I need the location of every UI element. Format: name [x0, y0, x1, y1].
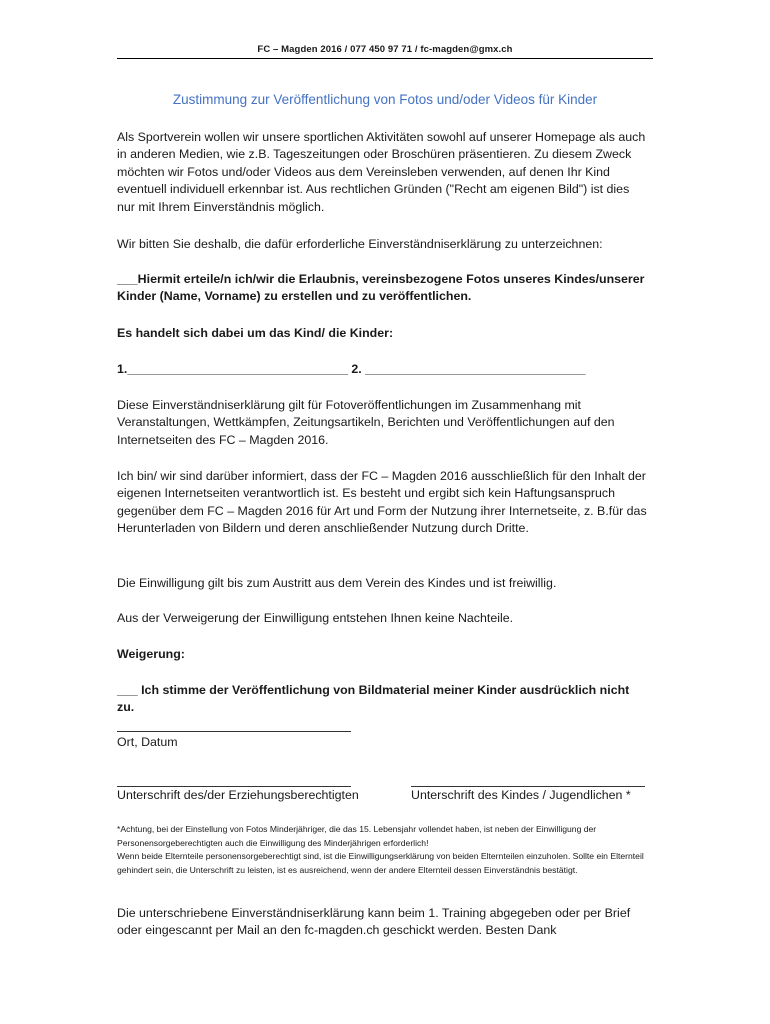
intro-paragraph: Als Sportverein wollen wir unsere sportlichen Aktivitäten sowohl auf unserer Homepage als auch in anderen Medien, wie z.B. Tageszeitungen oder Broschüren präsentieren. Zu diesem Zweck möchten wir Fotos und/oder Videos aus dem Vereinsleben verwenden, auf denen Ihr Kind eventuell individuell erkennbar ist. Aus rechtlichen Gründen ("Recht am eigenen Bild") ist dies nur mit Ihrem Einverständnis möglich. [117, 130, 646, 214]
parent-signature-label: Unterschrift des/der Erziehungsberechtigten [117, 788, 359, 802]
child-signature-label: Unterschrift des Kindes / Jugendlichen * [411, 788, 631, 802]
child-2-line: 2. ________________________________ [351, 362, 586, 376]
closing-paragraph: Die unterschriebene Einverständniserklärung kann beim 1. Training abgegeben oder per Brief oder eingescannt per Mail an den fc-magden.ch geschickt werden. Besten Dank [117, 906, 631, 938]
footnote [117, 823, 647, 877]
liability-paragraph: Ich bin/ wir sind darüber informiert, dass der FC – Magden 2016 ausschließlich für den Inhalt der eigenen Internetseiten verantwortlich ist. Es besteht und ergibt sich kein Haftungsanspruch gegenüber dem FC – Magden 2016 für Art und Form der Nutzung ihrer Internetseite, z. B.für das Herunterladen von Bildern und deren anschließender Nutzung durch Dritte. [117, 469, 647, 536]
consent-statement: ___Hiermit erteile/n ich/wir die Erlaubnis, vereinsbezogene Fotos unseres Kindes/unserer Kinder (Name, Vorname) zu erstellen und zu veröffentlichen. [117, 272, 645, 304]
refusal-statement: ___ Ich stimme der Veröffentlichung von Bildmaterial meiner Kinder ausdrücklich nicht zu. [117, 683, 630, 715]
footnote-line-1: *Achtung, bei der Einstellung von Fotos Minderjähriger, die das 15. Lebensjahr vollendet haben, ist neben der Einwilligung der Personensorgeberechtigten auch die Einwilligung des Minderjährigen erforderlich! [117, 824, 597, 848]
request-paragraph: Wir bitten Sie deshalb, die dafür erforderliche Einverständniserklärung zu unterzeichnen: [117, 237, 603, 251]
refusal-heading: Weigerung: [117, 647, 185, 661]
document-title: Zustimmung zur Veröffentlichung von Fotos und/oder Videos für Kinder [172, 92, 598, 107]
page-header: FC – Magden 2016 / 077 450 97 71 / fc-magden@gmx.ch [117, 44, 653, 59]
validity-paragraph: Die Einwilligung gilt bis zum Austritt aus dem Verein des Kindes und ist freiwillig. [117, 576, 557, 590]
footnote-line-2: Wenn beide Elternteile personensorgeberechtigt sind, ist die Einwilligungserklärung von beiden Elternteilen einzuholen. Sollte ein Elternteil gehindert sein, die Unterschrift zu leisten, ist es ausreichend, wenn der andere Elternteil dessen Einverständnis bestätigt. [117, 851, 644, 875]
child-signature-line [411, 786, 645, 787]
place-date-signature-line [117, 731, 351, 732]
scope-paragraph: Diese Einverständniserklärung gilt für Fotoveröffentlichungen im Zusammenhang mit Veranstaltungen, Wettkämpfen, Zeitungsartikeln, Berichten und Veröffentlichungen auf den Internetseiten des FC – Magden 2016. [117, 398, 615, 447]
place-date-label: Ort, Datum [117, 735, 178, 749]
child-1-line: 1.________________________________ [117, 362, 348, 376]
no-disadvantage-paragraph: Aus der Verweigerung der Einwilligung entstehen Ihnen keine Nachteile. [117, 611, 514, 625]
children-heading: Es handelt sich dabei um das Kind/ die Kinder: [117, 326, 394, 340]
parent-signature-line [117, 786, 351, 787]
children-name-lines [117, 362, 586, 376]
